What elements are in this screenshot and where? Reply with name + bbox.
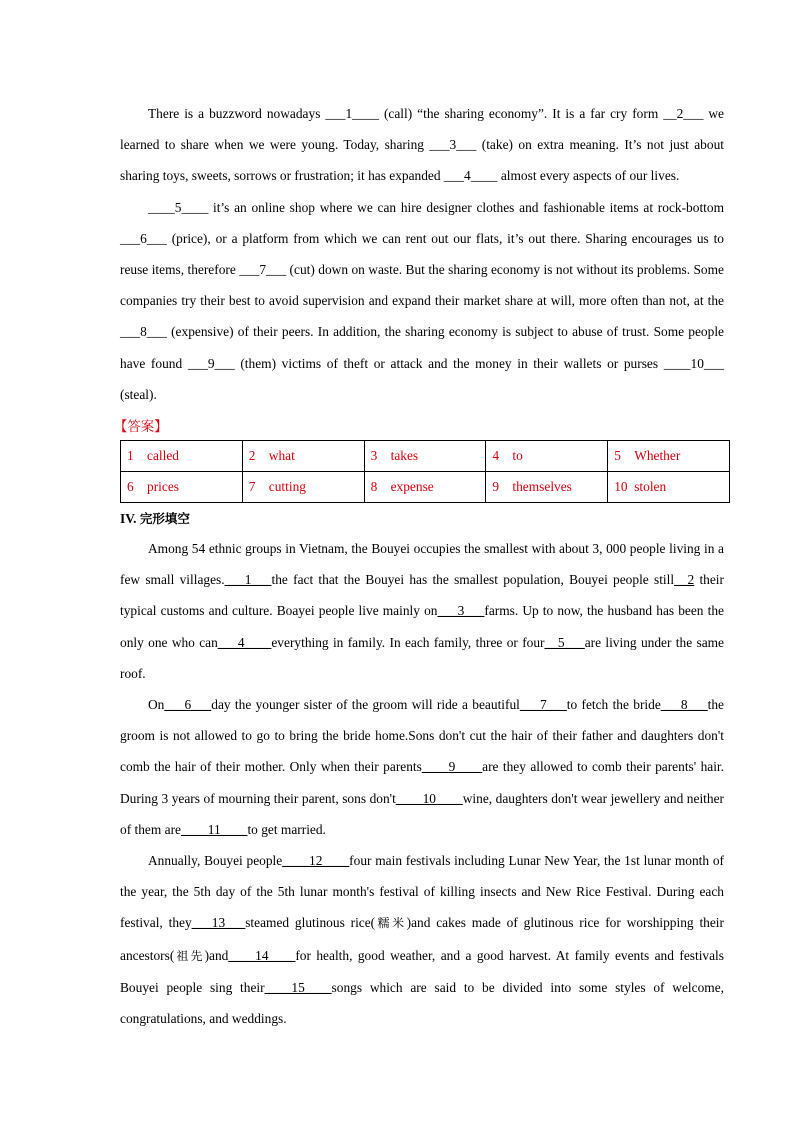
passage1-paragraph-2: ____5____ it’s an online shop where we can hire designer clothes and fashionable items at rock-bottom ___6___ (price), or a platform from which we can rent out our flats, it’s out there. Sharing encourages us to reuse items, therefore ___7___ (cut) down on waste. But the sharing economy is not without its problems. Some companies try their best to avoid supervision and expand their market share at will, more often than not, at the ___8___ (expensive) of their peers. In addition, the sharing economy is subject to abuse of trust. Some people have found ___9___ (them) victims of theft or attack and the money in their wallets or purses ____10___ (steal). (120, 199, 724, 402)
answer-row (121, 472, 730, 503)
section-number: IV. (120, 511, 137, 527)
blank-5: __5___ (544, 634, 585, 650)
answer-cell (486, 441, 608, 472)
answer-word: what (268, 448, 295, 464)
answer-word: Whether (634, 448, 681, 464)
blank-1: ___1___ (224, 572, 272, 588)
answer-row (121, 441, 730, 472)
answer-number: 9 (492, 479, 500, 495)
answer-cell (608, 472, 730, 503)
answer-number: 1 (127, 448, 134, 464)
blank-11: ____11____ (180, 821, 248, 837)
blank-7: ___7___ (519, 697, 567, 713)
answer-table (120, 440, 730, 503)
answer-number: 6 (127, 479, 134, 495)
blank-3: ___3___ (437, 603, 485, 619)
answer-cell (121, 441, 243, 472)
passage2-paragraph-3: Annually, Bouyei people____12____four main festivals including Lunar New Year, the 1st lunar month of the year, the 5th day of the 5th lunar month's festival of killing insects and New Rice Festival. During each festival, they___13___steamed glutinous rice(糯米)and cakes made of glutinous rice for worshipping their ancestors(祖先)and____14____for health, good weather, and a good harvest. At family events and festivals Bouyei people sing their____15____songs which are said to be divided into some styles of welcome, congratulations, and weddings. (120, 853, 724, 1027)
answer-word: expense (390, 479, 434, 495)
chinese-gloss-glutinous-rice: 糯米 (375, 916, 407, 931)
answer-word: stolen (634, 479, 667, 495)
passage1-paragraph-1: There is a buzzword nowadays ___1____ (call) “the sharing economy”. It is a far cry form __2___ we learned to share when we were young. Today, sharing ___3___ (take) on extra meaning. It’s not just about sharing toys, sweets, sorrows or frustration; it has expanded ___4____ almost every aspects of our lives. (120, 106, 724, 184)
answer-word: themselves (512, 479, 572, 495)
answer-label: 【答案】 (114, 419, 168, 435)
answer-number: 7 (248, 479, 256, 495)
answer-word: cutting (268, 479, 306, 495)
answer-word: takes (390, 448, 419, 464)
answer-cell (608, 441, 730, 472)
blank-14: ____14____ (228, 947, 296, 963)
answer-word: prices (147, 479, 179, 495)
blank-12: ____12____ (282, 853, 350, 869)
answer-cell (364, 472, 486, 503)
answer-word: to (512, 448, 523, 464)
section-title: 完形填空 (139, 511, 190, 527)
section-heading (120, 505, 724, 533)
answer-cell (242, 472, 364, 503)
blank-9: ____9____ (421, 759, 483, 775)
answer-word: called (147, 448, 179, 464)
answer-number: 4 (492, 448, 500, 464)
blank-8: ___8___ (660, 697, 708, 713)
passage2-paragraph-1: Among 54 ethnic groups in Vietnam, the Bouyei occupies the smallest with about 3, 000 people living in a few small villages.___1___the fact that the Bouyei has the smallest population, Bouyei people still__2 their typical customs and culture. Boayei people live mainly on___3___farms. Up to now, the husband has been the only one who can___4____everything in family. In each family, three or four__5___are living under the same roof. (120, 541, 724, 681)
answer-number: 2 (248, 448, 256, 464)
answer-number: 3 (370, 448, 378, 464)
answer-number: 5 (614, 448, 621, 464)
blank-6: ___6___ (164, 697, 212, 713)
blank-15: ____15____ (264, 979, 332, 995)
chinese-gloss-ancestors: 祖先 (174, 948, 205, 963)
document-page (114, 98, 725, 1034)
blank-4: ___4____ (217, 634, 272, 650)
answer-cell (121, 472, 243, 503)
blank-2: __2 (674, 572, 695, 588)
answer-number: 8 (370, 479, 378, 495)
answer-cell (364, 441, 486, 472)
blank-13: ___13___ (191, 915, 246, 931)
passage2-paragraph-2: On___6___day the younger sister of the groom will ride a beautiful___7___to fetch the bride___8___the groom is not allowed to go to bring the bride home.Sons don't cut the hair of their father and daughters don't comb the hair of their mother. Only when their parents____9____are they allowed to comb their parents' hair. During 3 years of mourning their parent, sons don't____10____wine, daughters don't wear jewellery and neither of them are____11____to get married. (120, 697, 725, 837)
answer-cell (242, 441, 364, 472)
answer-cell (486, 472, 608, 503)
blank-10: ____10____ (395, 790, 463, 806)
answer-number: 10 (614, 479, 628, 495)
